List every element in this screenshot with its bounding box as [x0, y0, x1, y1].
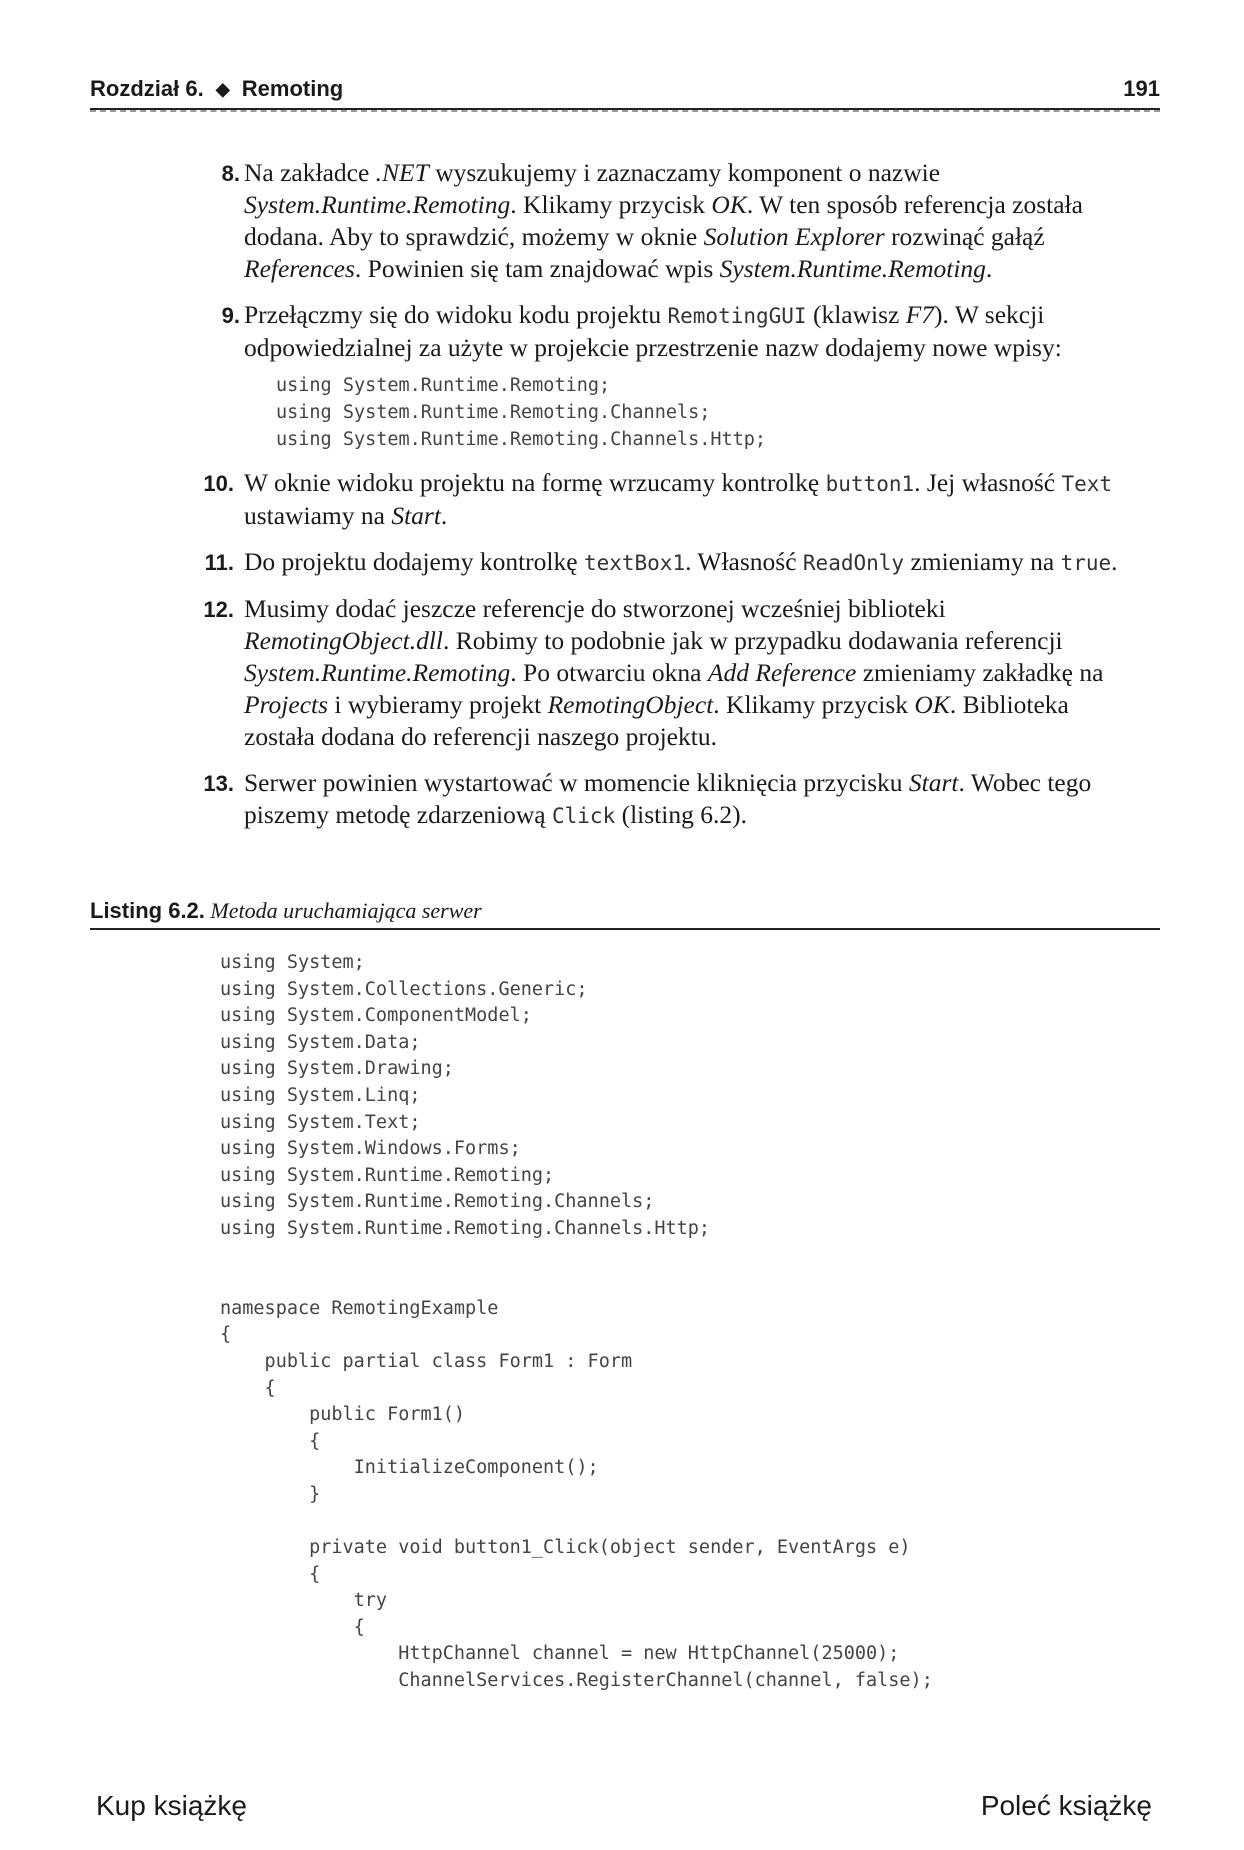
- italic-term: System.Runtime.Remoting: [244, 658, 511, 687]
- inline-code: textBox1: [583, 551, 686, 575]
- italic-term: OK: [711, 190, 747, 219]
- step-number: 8.: [221, 161, 240, 186]
- listing-label: Listing 6.2.: [90, 898, 205, 923]
- text-run: . Jej własność: [914, 468, 1062, 497]
- listing-title: [90, 898, 1160, 930]
- step-item: [188, 546, 1128, 579]
- step-number: 9.: [221, 303, 240, 328]
- step-number: 12.: [203, 597, 234, 622]
- italic-term: References: [244, 254, 355, 283]
- italic-term: Solution Explorer: [703, 222, 885, 251]
- text-run: Serwer powinien wystartować w momencie kliknięcia przycisku: [244, 768, 909, 797]
- running-head: [90, 76, 343, 102]
- inline-code: ReadOnly: [802, 551, 905, 575]
- text-run: Na zakładce: [244, 158, 376, 187]
- section-label: Remoting: [241, 76, 344, 101]
- text-run: zmieniamy na: [904, 547, 1061, 576]
- italic-term: System.Runtime.Remoting: [719, 254, 986, 283]
- step-text: [244, 300, 1062, 362]
- text-run: wyszukujemy i zaznaczamy komponent o nazwie: [428, 158, 941, 187]
- inline-code: Text: [1061, 472, 1113, 496]
- text-run: zmieniamy zakładkę na: [856, 658, 1104, 687]
- step-text: [244, 468, 1112, 530]
- italic-term: RemotingObject: [547, 690, 714, 719]
- listing-code: using System; using System.Collections.Generic; using System.ComponentModel; using System.Data; using System.Drawing; using System.Linq; using System.Text; using System.Windows.Forms; using System.Runtime.Remoting; using System.Runtime.Remoting.Channels; using System.Runtime.Remoting.Channels.Http; namespace RemotingExample { public partial class Form1 : Form { public Form1() { InitializeComponent(); } private void button1_Click(object sender, EventArgs e) { try { HttpChannel channel = new HttpChannel(25000); ChannelServices.RegisterChannel(channel, false);: [220, 952, 933, 1692]
- page-header: [90, 76, 1160, 110]
- text-run: .: [1111, 547, 1118, 576]
- text-run: . Powinien się tam znajdować wpis: [354, 254, 720, 283]
- text-run: ). W sekcji odpowiedzialnej za użyte w projekcie przestrzenie nazw dodajemy nowe wpisy:: [244, 300, 1062, 362]
- text-run: . Klikamy przycisk: [713, 690, 915, 719]
- text-run: rozwinąć gałąź: [884, 222, 1045, 251]
- text-run: . Po otwarciu okna: [510, 658, 708, 687]
- step-item: [188, 467, 1128, 532]
- step-item: [188, 593, 1128, 753]
- italic-term: Projects: [244, 690, 329, 719]
- header-rule: [90, 108, 1160, 112]
- italic-term: .NET: [375, 158, 429, 187]
- inline-code: button1: [825, 472, 915, 496]
- italic-term: Start: [391, 501, 441, 530]
- italic-term: F7: [905, 300, 935, 329]
- step-text: [244, 158, 1083, 283]
- text-run: Do projektu dodajemy kontrolkę: [244, 547, 584, 576]
- text-run: (listing 6.2).: [615, 800, 747, 829]
- text-run: . Klikamy przycisk: [510, 190, 712, 219]
- inline-code: Click: [552, 804, 616, 828]
- numbered-steps: [188, 157, 1128, 846]
- italic-term: RemotingObject.dll: [244, 626, 443, 655]
- text-run: . Własność: [685, 547, 803, 576]
- page-number: 191: [1123, 76, 1160, 101]
- inline-code: true: [1060, 551, 1112, 575]
- text-run: ustawiamy na: [244, 501, 392, 530]
- step-text: [244, 594, 1103, 751]
- text-run: . Biblioteka została dodana do referencji naszego projektu.: [244, 690, 1069, 751]
- recommend-book-link[interactable]: Poleć książkę: [980, 1790, 1152, 1821]
- text-run: i wybieramy projekt: [328, 690, 548, 719]
- step-item: [188, 299, 1128, 453]
- italic-term: Add Reference: [707, 658, 857, 687]
- italic-term: OK: [914, 690, 950, 719]
- italic-term: Start: [908, 768, 959, 797]
- step-number: 10.: [203, 471, 234, 496]
- text-run: Musimy dodać jeszcze referencje do stworzonej wcześniej biblioteki: [244, 594, 946, 623]
- text-run: . Robimy to podobnie jak w przypadku dodawania referencji: [443, 626, 1063, 655]
- buy-book-link[interactable]: Kup książkę: [96, 1790, 247, 1821]
- chapter-label: Rozdział 6.: [90, 76, 204, 101]
- step-code-block: using System.Runtime.Remoting; using System.Runtime.Remoting.Channels; using System.Runtime.Remoting.Channels.Http;: [276, 375, 767, 450]
- inline-code: RemotingGUI: [667, 304, 807, 328]
- text-run: (klawisz: [806, 300, 906, 329]
- italic-term: System.Runtime.Remoting: [244, 190, 511, 219]
- step-text: [244, 768, 1091, 829]
- text-run: .: [985, 254, 993, 283]
- text-run: . Wobec tego piszemy metodę zdarzeniową: [244, 768, 1092, 829]
- text-run: .: [440, 501, 448, 530]
- text-run: Przełączmy się do widoku kodu projektu: [244, 300, 668, 329]
- listing-caption: Metoda uruchamiająca serwer: [210, 898, 482, 923]
- step-number: 11.: [204, 550, 234, 575]
- step-item: [188, 767, 1128, 832]
- step-number: 13.: [203, 771, 234, 796]
- step-item: [188, 157, 1128, 285]
- step-text: [244, 547, 1118, 576]
- text-run: W oknie widoku projektu na formę wrzucamy kontrolkę: [244, 468, 826, 497]
- text-run: . W ten sposób referencja została dodana. Aby to sprawdzić, możemy w oknie: [244, 190, 1083, 251]
- diamond-icon: ◆: [215, 79, 230, 99]
